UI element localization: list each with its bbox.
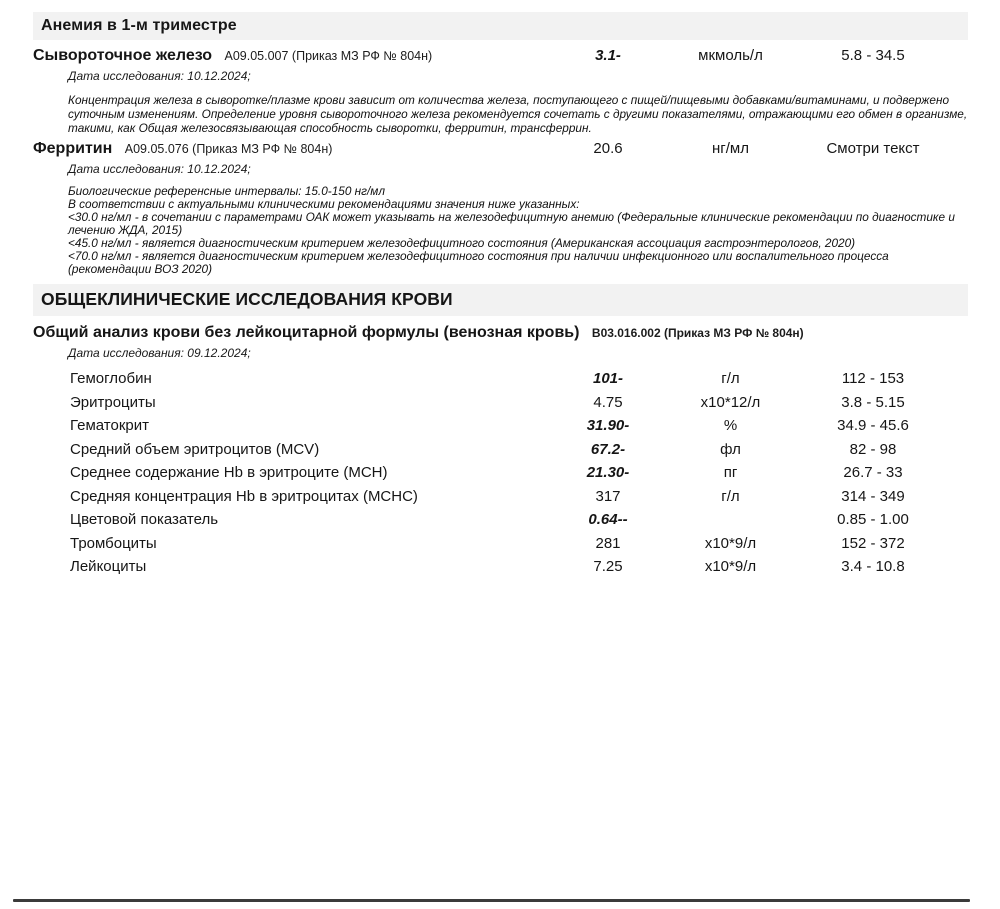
analyte-unit: фл [720,440,741,458]
study-date: Дата исследования: 10.12.2024; [68,69,251,83]
test-result: 3.1- [595,47,621,64]
comment-line: <30.0 нг/мл - в сочетании с параметрами ОАК может указывать на железодефицитную анемию (Федеральные клинические рекомендации по диагностике и лечению ЖДА, 2015) [68,210,955,237]
analyte-result: 317 [595,487,621,505]
comment-line: В соответствии с актуальными клиническими рекомендациями значения ниже указанных: [68,197,580,211]
analyte-name: Эритроциты [70,393,156,411]
panel-name: Общий анализ крови без лейкоцитарной формулы (венозная кровь) [33,324,580,341]
test-code: A09.05.076 (Приказ МЗ РФ № 804н) [124,142,333,156]
table-row [33,485,968,509]
analyte-reference-range: 34.9 - 45.6 [837,417,909,434]
analyte-unit: г/л [721,370,740,387]
test-row-ferritin [33,140,968,158]
test-unit: мкмоль/л [698,47,763,64]
table-row [33,508,968,532]
analyte-name: Тромбоциты [70,534,157,552]
test-name-cell [33,47,533,65]
analyte-result: 67.2- [590,440,626,458]
analyte-reference-range: 0.85 - 1.00 [837,511,909,528]
analyte-name: Гемоглобин [70,370,152,387]
test-result: 20.6 [593,140,623,157]
panel-code: В03.016.002 (Приказ МЗ РФ № 804н) [591,326,804,340]
test-name: Ферритин [33,140,113,157]
analyte-unit: х10*9/л [704,558,757,575]
comment-line: <70.0 нг/мл - является диагностическим критерием железодефицитного состояния при наличии инфекционного или воспалительного процесса (рекомендации ВОЗ 2020) [68,249,889,276]
analyte-result: 4.75 [593,393,623,411]
lab-report-page [33,12,968,579]
table-row [33,532,968,556]
analyte-name: Среднее содержание Hb в эритроците (MCH) [70,464,388,481]
analyte-name: Средний объем эритроцитов (MCV) [70,440,320,458]
section-title: Анемия в 1-м триместре [41,17,237,34]
table-row [33,461,968,485]
test-unit: нг/мл [712,140,749,157]
test-name: Сывороточное железо [33,47,213,64]
study-date: Дата исследования: 10.12.2024; [68,162,251,176]
test-code: A09.05.007 (Приказ МЗ РФ № 804н) [224,49,433,63]
analyte-reference-range: 82 - 98 [849,440,897,458]
analyte-reference-range: 26.7 - 33 [843,464,903,481]
test-reference-range: 5.8 - 34.5 [841,47,905,64]
page-footer-divider [13,899,970,902]
analyte-name: Цветовой показатель [70,511,219,528]
section-header-anemia [33,12,968,40]
test-row-serum-iron [33,47,968,65]
test-comment: Концентрация железа в сыворотке/плазме крови зависит от количества железа, поступающего с пищей/пищевыми добавками/витаминами, и подвержено суточным изменениям. Определение уровня сывороточного железа рекомендуется сочетать с другими показателями, отражающими его обмен в организме, такими, как Общая железосвязывающая способность сыворотки, ферритин, трансферрин. [68,93,968,135]
analyte-unit: х10*9/л [704,534,757,552]
comment-line: Биологические референсные интервалы: 15.0-150 нг/мл [68,184,385,198]
analyte-result: 31.90- [586,417,630,434]
analyte-result: 101- [592,370,624,387]
analyte-result: 0.64-- [588,511,628,528]
analyte-reference-range: 152 - 372 [841,534,905,552]
table-row [33,438,968,462]
study-date: Дата исследования: 09.12.2024; [68,346,251,360]
analyte-name: Средняя концентрация Hb в эритроцитах (MCHC) [70,487,418,505]
table-row [33,367,968,391]
analyte-unit: г/л [721,487,740,505]
test-reference-range: Смотри текст [826,140,920,157]
test-comment-reference-intervals [68,185,968,276]
analyte-name: Гематокрит [70,417,149,434]
table-row [33,414,968,438]
table-row [33,391,968,415]
table-row [33,555,968,579]
analyte-unit: пг [723,464,738,481]
analyte-reference-range: 112 - 153 [841,370,905,387]
analyte-unit: % [723,417,738,434]
cbc-results-table [33,367,968,579]
analyte-result: 281 [595,534,621,552]
analyte-reference-range: 3.8 - 5.15 [841,393,905,411]
section-title: ОБЩЕКЛИНИЧЕСКИЕ ИССЛЕДОВАНИЯ КРОВИ [41,289,453,309]
analyte-name: Лейкоциты [70,558,147,575]
analyte-result: 21.30- [586,464,630,481]
analyte-unit: х10*12/л [700,393,761,411]
test-name-cell [33,140,533,158]
section-header-general-blood [33,284,968,316]
analyte-result: 7.25 [593,558,623,575]
analyte-reference-range: 314 - 349 [841,487,905,505]
panel-title-cbc [33,324,968,342]
comment-line: <45.0 нг/мл - является диагностическим критерием железодефицитного состояния (Американская ассоциация гастроэнтерологов, 2020) [68,236,856,250]
analyte-reference-range: 3.4 - 10.8 [841,558,905,575]
